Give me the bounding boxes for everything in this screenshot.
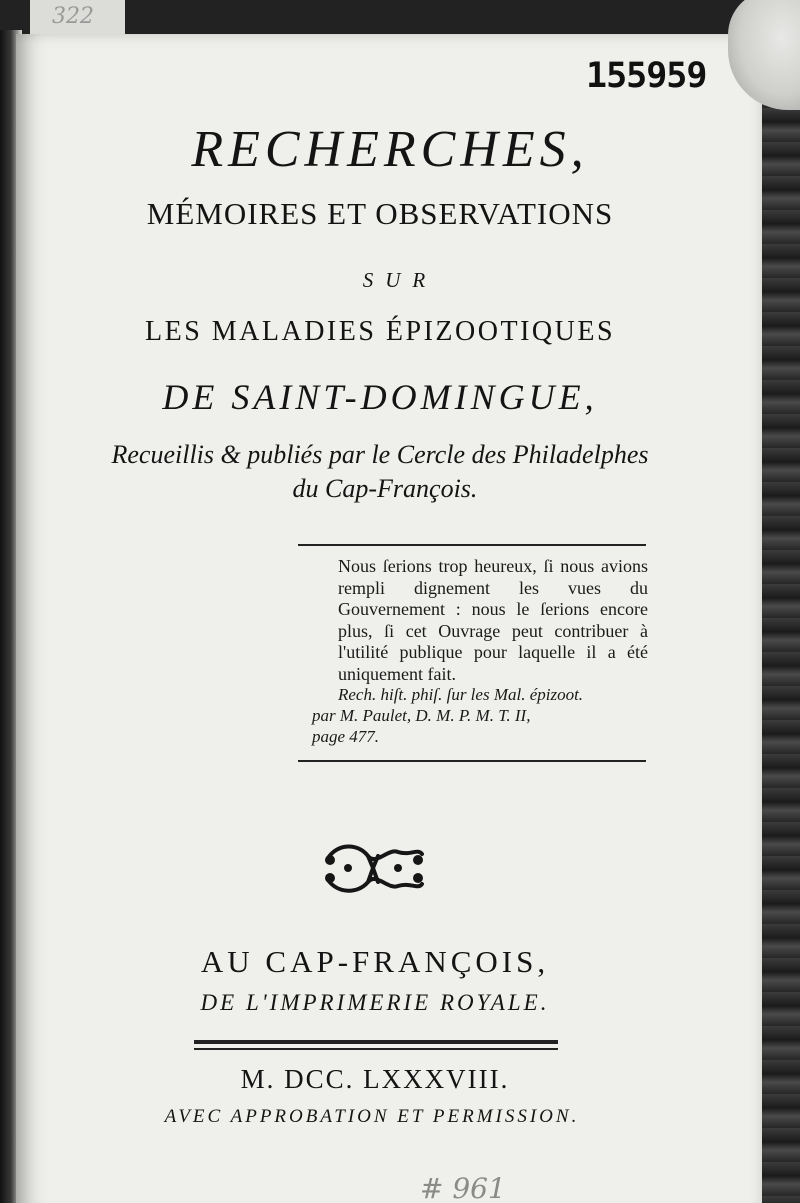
- subtitle-line-cap-francois: du Cap-François.: [292, 474, 478, 503]
- epigraph-bottom-rule: [298, 760, 646, 762]
- title-line-maladies: LES MALADIES ÉPIZOOTIQUES: [144, 316, 616, 347]
- imprint-approbation: AVEC APPROBATION ET PERMISSION.: [164, 1106, 580, 1127]
- imprint-thick-rule: [194, 1040, 558, 1044]
- citation-line-3: page 477.: [312, 727, 380, 746]
- imprint-year: M. DCC. LXXXVIII.: [240, 1064, 510, 1094]
- imprint-place: AU CAP-FRANÇOIS,: [200, 944, 550, 979]
- title-line-recherches: RECHERCHES,: [191, 121, 589, 178]
- title-line-sur: SUR: [362, 268, 438, 292]
- subtitle-line-recueillis: Recueillis & publiés par le Cercle des Philadelphes: [111, 440, 649, 469]
- title-line-saint-domingue: DE SAINT-DOMINGUE,: [162, 377, 598, 417]
- imprint-printer: DE L'IMPRIMERIE ROYALE.: [200, 990, 550, 1015]
- epigraph-top-rule: [298, 544, 646, 546]
- handwritten-shelf-note: # 961: [420, 1172, 506, 1203]
- citation-line-1: Rech. hiſt. phiſ. ſur les Mal. épizoot.: [338, 685, 584, 704]
- epigraph-text: [308, 556, 648, 686]
- epigraph-citation: [312, 684, 646, 747]
- fleuron-ornament-icon: [318, 838, 428, 898]
- epigraph-body: Nous ſerions trop heureux, ſi nous avions rempli dignement les vues du Gouvernement : nous le ſerions encore plus, ſi cet Ouvrage peut contribuer à l'utilité publique pour laquelle il a été uniquement fait.: [338, 556, 648, 684]
- imprint-thin-rule: [194, 1048, 558, 1050]
- title-line-memoires: MÉMOIRES ET OBSERVATIONS: [146, 196, 614, 231]
- shelf-tab-label: 322: [30, 0, 125, 34]
- citation-line-2: par M. Paulet, D. M. P. M. T. II,: [312, 706, 531, 725]
- accession-number-stamp: 155959: [586, 56, 707, 96]
